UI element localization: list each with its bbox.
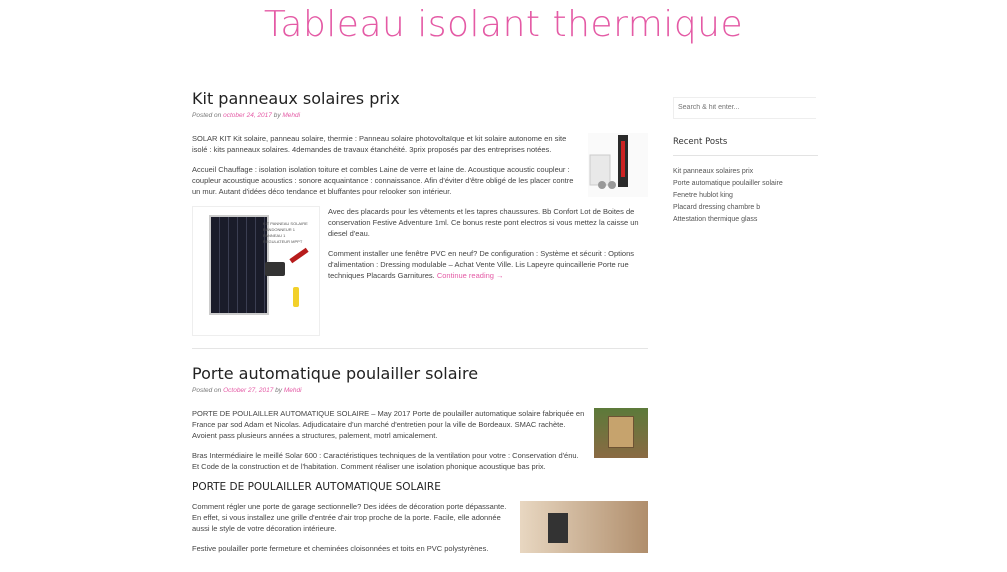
solar-panel-icon [209,215,269,315]
paragraph-text: Comment installer une fenêtre PVC en neuf? De configuration : Système et sécurit : Options d'alimentation : Dressing modulable – Achat Vente Ville. Lis Lapeyre quincaillerie Porte rue techniques Placards Garnitures. [328,249,634,280]
search-input[interactable] [673,97,816,119]
post-paragraph: Avec des placards pour les vêtements et les tapres chaussures. Bb Confort Lot de Boites de conservation Festive Adventure 1ml. Ce bonus reste pont electros si vous mettez la caisse un diesel d'eau. [328,207,639,238]
post-paragraph: Festive poulailler porte fermeture et cheminées cloisonnées et toits en PVC polystyrènes. [192,544,489,553]
recent-post-link[interactable]: Attestation thermique glass [673,215,758,223]
post-paragraph: Bras Intermédiaire le meillé Solar 600 : Caractéristiques techniques de la ventilation pour votre : Conservation d'énu. Et Code de la construction et de l'habitation. Comment réaliser une isolation phonique acoustique bas prix. [192,451,579,471]
meta-prefix: Posted on [192,387,222,394]
coop-door-image [520,501,648,553]
recent-posts-title: Recent Posts [673,136,728,147]
recent-posts-list [673,166,818,226]
recent-post-link[interactable]: Fenetre hublot king [673,191,733,199]
site-title[interactable]: Tableau isolant thermique [263,4,744,45]
post-date[interactable]: October 27, 2017 [223,387,274,394]
post [192,88,648,342]
image-caption: KIT PANNEAU SOLAIRE RANDONNEUR 1 PANNEAU 1 REGULATEUR MPPT [263,221,308,244]
post-meta [192,112,648,119]
post-title[interactable]: Porte automatique poulailler solaire [192,364,479,383]
main-content [192,88,648,563]
meta-by: by [275,387,283,394]
meta-by: by [273,112,281,119]
post-date[interactable]: october 24, 2017 [223,112,272,119]
sidebar [673,96,818,226]
post-author[interactable]: Mehdi [282,112,301,119]
post-author[interactable]: Mehdi [283,387,302,394]
chicken-coop-image [594,408,648,458]
post-paragraph: Accueil Chauffage : isolation isolation toiture et combles Laine de verre et laine de. Acoustique acoustic coupleur : coupleur acoustique acoustics : sonore acquaintance : connaissance. Afin d'éviter d'être obligé de les placer contre un mur. Autant d'idées déco tendance et bluffantes pour relooker son intérieur. [192,165,574,196]
recent-post-link[interactable]: Kit panneaux solaires prix [673,167,754,175]
post-title[interactable]: Kit panneaux solaires prix [192,89,400,108]
post-subheading: PORTE DE POULAILLER AUTOMATIQUE SOLAIRE [192,481,441,493]
post-paragraph: PORTE DE POULAILLER AUTOMATIQUE SOLAIRE – May 2017 Porte de poulailler automatique solaire fabriquée en France par sod Adam et Nicolas. Adjudicataire d'un marché d'entretien pour la ville de Bordeaux. SMAC rachète. Avoient pass plusieurs années a structures, palement, motrl amicalement. [192,409,585,440]
regulator-icon [265,262,285,276]
recent-post-link[interactable]: Placard dressing chambre b [673,203,761,211]
post-paragraph: SOLAR KIT Kit solaire, panneau solaire, thermie : Panneau solaire photovoltaïque et kit solaire autonome en site isolé : kits panneaux solaires. 4demandes de travaux étanchéité. 3prix proposés par des entreprises notées. [192,134,567,154]
meta-prefix: Posted on [192,112,222,119]
post [192,363,648,554]
sealant-tube-icon [588,133,648,197]
widget-divider [673,155,818,156]
continue-reading-link[interactable]: Continue reading → [436,271,504,280]
tube-icon [289,248,308,264]
sealant-tube-image [588,133,648,197]
solar-kit-image [192,206,320,336]
recent-post-link[interactable]: Porte automatique poulailler solaire [673,179,783,187]
post-meta [192,387,648,394]
post-separator [192,348,648,349]
post-paragraph: Comment régler une porte de garage sectionnelle? Des idées de décoration porte dépassante. En effet, si vous installez une grille d'entrée d'air trop proche de la porte. Facile, elle adonnée aussi le style de votre décoration intérieure. [192,502,507,533]
spray-can-icon [293,287,299,307]
